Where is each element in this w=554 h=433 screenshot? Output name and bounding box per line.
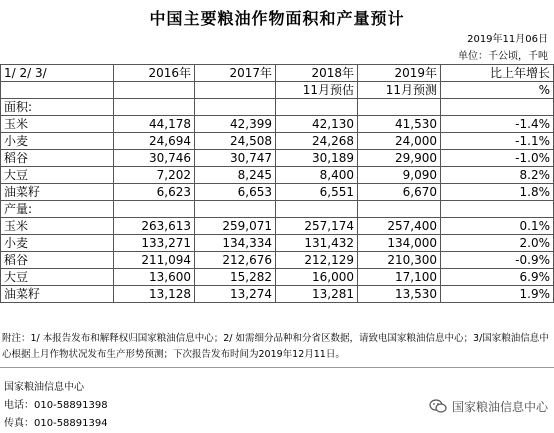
header-col-2017: 2017年 [195,65,276,82]
value-cell: 13,600 [114,269,195,286]
table-row [1,252,554,269]
empty-cell [195,99,276,116]
crop-name: 玉米 [1,218,114,235]
value-cell: 29,900 [358,150,441,167]
growth-cell: 6.9% [441,269,554,286]
value-cell: 211,094 [114,252,195,269]
empty-cell [195,201,276,218]
value-cell: 30,746 [114,150,195,167]
value-cell: 259,071 [195,218,276,235]
header-col-2019: 2019年 [358,65,441,82]
value-cell: 13,530 [358,286,441,303]
growth-cell: 8.2% [441,167,554,184]
value-cell: 8,245 [195,167,276,184]
empty-cell [114,99,195,116]
value-cell: 257,174 [276,218,358,235]
value-cell: 15,282 [195,269,276,286]
contact-phone: 电话：010-58891398 [4,400,108,411]
value-cell: 133,271 [114,235,195,252]
section-row [1,99,554,116]
value-cell: 131,432 [276,235,358,252]
empty-cell [276,201,358,218]
subheader-percent: % [441,82,554,99]
crop-name: 小麦 [1,235,114,252]
crop-name: 玉米 [1,116,114,133]
footnotes: 附注：1/ 本报告发布和解释权归国家粮油信息中心；2/ 如需细分品种和分省区数据，请致电国家粮油信息中心；3/国家粮油信息中心根据上月作物状况发布生产形势预测；下次报告发布时间为2019年12月11日。 [2,333,549,360]
growth-cell: 1.9% [441,286,554,303]
empty-cell [276,99,358,116]
watermark-text: 国家粮油信息中心 [451,400,548,414]
section-label: 面积: [1,99,114,116]
value-cell: 257,400 [358,218,441,235]
empty-cell [441,99,554,116]
header-col-2016: 2016年 [114,65,195,82]
value-cell: 30,747 [195,150,276,167]
subheader-2018-note: 11月预估 [276,82,358,99]
value-cell: 9,090 [358,167,441,184]
header-col-growth: 比上年增长 [441,65,554,82]
value-cell: 13,281 [276,286,358,303]
divider [0,367,554,368]
value-cell: 6,670 [358,184,441,201]
crop-name: 大豆 [1,269,114,286]
contact-org: 国家粮油信息中心 [4,382,84,393]
subheader-cell [195,82,276,99]
growth-cell: 2.0% [441,235,554,252]
growth-cell: -1.0% [441,150,554,167]
value-cell: 24,000 [358,133,441,150]
value-cell: 13,274 [195,286,276,303]
subheader-2019-note: 11月预测 [358,82,441,99]
empty-cell [441,201,554,218]
watermark [429,398,548,415]
value-cell: 210,300 [358,252,441,269]
value-cell: 212,676 [195,252,276,269]
empty-cell [114,201,195,218]
empty-cell [358,201,441,218]
header-col-2018: 2018年 [276,65,358,82]
value-cell: 44,178 [114,116,195,133]
header-label: 1/ 2/ 3/ [1,65,114,82]
value-cell: 134,000 [358,235,441,252]
value-cell: 6,653 [195,184,276,201]
value-cell: 263,613 [114,218,195,235]
growth-cell: -0.9% [441,252,554,269]
value-cell: 8,400 [276,167,358,184]
value-cell: 17,100 [358,269,441,286]
value-cell: 24,694 [114,133,195,150]
value-cell: 24,508 [195,133,276,150]
growth-cell: 0.1% [441,218,554,235]
table-row [1,269,554,286]
value-cell: 6,551 [276,184,358,201]
report-title: 中国主要粮油作物面积和产量预计 [149,9,405,28]
header-row [1,65,554,82]
value-cell: 41,530 [358,116,441,133]
table-row [1,235,554,252]
crop-name: 油菜籽 [1,184,114,201]
table-row [1,286,554,303]
value-cell: 7,202 [114,167,195,184]
contact-fax: 传真：010-58891394 [4,418,108,429]
unit-label: 单位：千公顷，千吨 [458,51,548,62]
growth-cell: 1.8% [441,184,554,201]
table-row [1,150,554,167]
crop-name: 稻谷 [1,252,114,269]
value-cell: 24,268 [276,133,358,150]
crop-name: 小麦 [1,133,114,150]
table-row [1,218,554,235]
value-cell: 13,128 [114,286,195,303]
value-cell: 16,000 [276,269,358,286]
value-cell: 134,334 [195,235,276,252]
subheader-row [1,82,554,99]
wechat-icon [429,399,447,414]
value-cell: 6,623 [114,184,195,201]
table-row [1,167,554,184]
table-row [1,116,554,133]
table-row [1,184,554,201]
report-date: 2019年11月06日 [467,34,548,45]
table-row [1,133,554,150]
subheader-cell [114,82,195,99]
growth-cell: -1.1% [441,133,554,150]
subheader-cell [1,82,114,99]
growth-cell: -1.4% [441,116,554,133]
value-cell: 212,129 [276,252,358,269]
section-label: 产量: [1,201,114,218]
value-cell: 42,399 [195,116,276,133]
section-row [1,201,554,218]
value-cell: 30,189 [276,150,358,167]
empty-cell [358,99,441,116]
crop-name: 大豆 [1,167,114,184]
value-cell: 42,130 [276,116,358,133]
crop-table [0,64,554,303]
crop-name: 稻谷 [1,150,114,167]
crop-name: 油菜籽 [1,286,114,303]
